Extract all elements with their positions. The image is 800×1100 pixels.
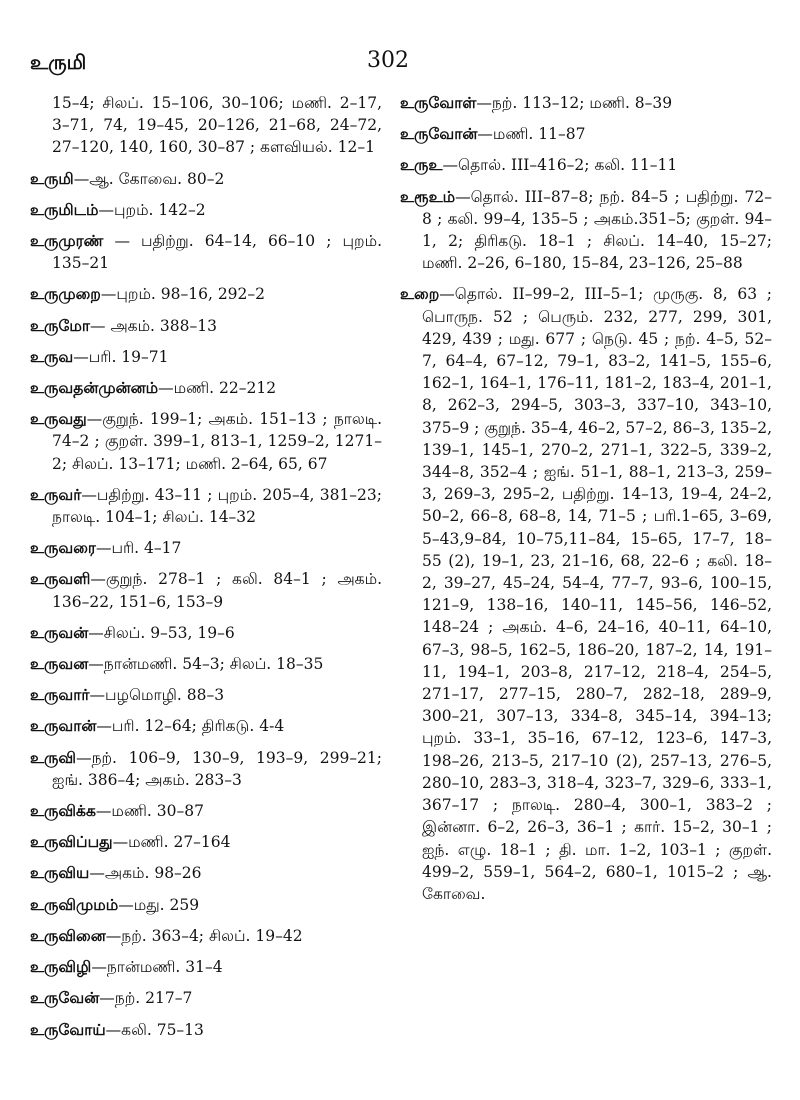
index-entry [30,747,382,791]
entry-headword: உருவேன் [30,989,100,1008]
index-entry [30,622,382,644]
entry-references: —மணி. 30–87 [95,802,204,821]
entry-references: —ஆ. கோவை. 80–2 [73,169,225,188]
index-entry [30,283,382,305]
index-entry [30,377,382,399]
entry-headword: உருவினை [30,926,106,945]
right-column [400,92,772,914]
index-entry [30,168,382,190]
index-entry [30,831,382,853]
entry-headword: உருமிடம் [30,200,99,219]
entry-references: —குறுந். 278–1 ; கலி. 84–1 ; அகம். 136–22, 151–6, 153–9 [52,570,382,611]
page-number: 302 [367,48,409,73]
entry-headword: உருவர் [30,485,82,504]
entry-headword: உருமி [30,169,74,188]
index-entry [400,92,772,114]
entry-headword: உருவோன் [400,125,478,144]
entry-headword: உருவரை [30,539,96,558]
entry-references: 15–4; சிலப். 15–106, 30–106; மணி. 2–17, 3–71, 74, 19–45, 20–126, 21–68, 24–72, 27–120, 140, 160, 30–87 ; களவியல். 12–1 [52,94,382,157]
index-entry [30,956,382,978]
entry-headword: உருவதன்முன்னம் [30,379,159,398]
entry-references: —மணி. 27–164 [112,833,231,852]
index-entry [30,230,382,274]
entry-references: —கலி. 75–13 [105,1020,204,1039]
entry-references: — அகம். 388–13 [90,316,217,335]
entry-references: —தொல். III–87–8; நற். 84–5 ; பதிற்று. 72–8 ; கலி. 99–4, 135–5 ; அகம்.351–5; குறள். 94–1, 2; திரிகடு. 18–1 ; சிலப். 14–40, 15–27; மணி. 2–26, 6–180, 15–84, 23–126, 25–88 [422,187,772,273]
entry-references: —மணி. 11–87 [477,125,586,144]
entry-headword: உருவிமுமம் [30,895,119,914]
entry-headword: உருவிய [30,864,90,883]
index-entry [30,568,382,612]
entry-references: —பழமொழி. 88–3 [89,686,225,705]
entry-headword: உருவிப்பது [30,833,113,852]
entry-headword: உருவளி [30,570,91,589]
page-header [30,50,770,80]
entry-references: —பரி. 19–71 [73,347,169,366]
entry-headword: உருவ [30,347,74,366]
entry-references: —பரி. 12–64; திரிகடு. 4-4 [96,717,285,736]
index-entry [30,484,382,528]
entry-references: —சிலப். 9–53, 19–6 [88,623,235,642]
entry-headword: உருவிழி [30,958,92,977]
entry-references: —புறம். 98–16, 292–2 [100,285,266,304]
entry-references: —நற். 106–9, 130–9, 193–9, 299–21; ஐங். 386–4; அகம். 283–3 [52,748,382,789]
entry-headword: உருவார் [30,686,90,705]
index-entry [30,800,382,822]
index-entry [30,199,382,221]
index-entry [30,862,382,884]
entry-headword: உரூஉம் [400,187,456,206]
index-entry [400,186,772,275]
index-entry [30,987,382,1009]
entry-headword: உருமோ [30,316,91,335]
entry-references: —பரி. 4–17 [95,539,182,558]
entry-references: —நான்மணி. 54–3; சிலப். 18–35 [88,655,324,674]
left-column [30,92,382,1050]
entry-headword: உருவோள் [400,94,477,112]
entry-references: —தொல். II–99–2, III–5–1; முருகு. 8, 63 ; பொருந. 52 ; பெரும். 232, 277, 299, 301, 429, 439 ; மது. 677 ; நெடு. 45 ; நற். 4–5, 52–7, 64–4, 67–12, 79–1, 83–2, 141–5, 155–6, 162–1, 164–1, 176–11, 181–2, 183–4, 201–1, 8, 262–3, 294–5, 303–3, 337–10, 343–10, 375–9 ; குறுந். 35–4, 46–2, 57–2, 86–3, 135–2, 139–1, 145–1, 270–2, 271–1, 322–5, 339–2, 344–8, 352–4 ; ஐங். 51–1, 88–1, 213–3, 259–3, 269–3, 295–2, பதிற்று. 14–13, 19–4, 24–2, 50–2, 66–8, 68–8, 14, 71–5 ; பரி.1–65, 3–69, 5–43,9–84, 10–75,11–84, 15–65, 17–7, 18–55 (2), 19–1, 23, 21–16, 68, 22–6 ; கலி. 18–2, 39–27, 45–24, 54–4, 77–7, 93–6, 100–15, 121–9, 138–16, 140–11, 145–56, 146–52, 148–24 ; அகம். 4–6, 24–16, 40–11, 64–10, 67–3, 98–5, 162–5, 186–20, 187–2, 14, 191–11, 194–1, 203–8, 217–12, 218–4, 254–5, 271–17, 277–15, 280–7, 282–18, 289–9, 300–21, 307–13, 334–8, 345–14, 394–13; புறம். 33–1, 35–16, 67–12, 123–6, 147–3, 198–26, 213–5, 217–10 (2), 257–13, 276–5, 280–10, 283–3, 318–4, 323–7, 329–6, 333–1, 367–17 ; நாலடி. 280–4, 300–1, 383–2 ; இன்னா. 6–2, 26–3, 36–1 ; கார். 15–2, 30–1 ; ஐந். எழு. 18–1 ; தி. மா. 1–2, 103–1 ; குறள். 499–2, 559–1, 564–2, 680–1, 1015–2 ; ஆ. கோவை. [422,285,772,903]
index-entry [30,715,382,737]
entry-headword: உருவி [30,748,77,767]
index-entry [30,315,382,337]
entry-headword: உறை [400,285,440,304]
index-entry [30,92,382,159]
entry-headword: உருவது [30,410,87,429]
entry-headword: உருவோய் [30,1020,106,1039]
index-entry [30,684,382,706]
entry-references: —புறம். 142–2 [98,200,206,219]
index-entry [400,283,772,905]
entry-references: —மணி. 22–212 [158,379,277,398]
entry-headword: உருமுறை [30,285,101,304]
entry-references: —பதிற்று. 43–11 ; புறம். 205–4, 381–23; நாலடி. 104–1; சிலப். 14–32 [52,485,382,527]
index-entry [400,154,772,176]
entry-headword: உருவன [30,655,89,674]
index-entry [30,1019,382,1041]
index-entry [30,346,382,368]
entry-references: —தொல். III–416–2; கலி. 11–11 [442,156,678,175]
index-entry [30,653,382,675]
entry-headword: உருவிக்க [30,802,96,821]
entry-references: — பதிற்று. 64–14, 66–10 ; புறம். 135–21 [52,232,382,273]
entry-references: —அகம். 98–26 [89,864,202,883]
entry-headword: உருஉ [400,156,443,175]
entry-references: —மது. 259 [118,895,200,914]
running-headword: உருமி [30,50,87,74]
index-entry [400,123,772,145]
index-entry [30,894,382,916]
index-entry [30,408,382,475]
entry-references: —நற். 363–4; சிலப். 19–42 [105,926,303,945]
entry-references: —குறுந். 199–1; அகம். 151–13 ; நாலடி. 74–2 ; குறள். 399–1, 813–1, 1259–2, 1271–2; சிலப். 13–171; மணி. 2–64, 65, 67 [52,410,382,473]
entry-references: —நற். 113–12; மணி. 8–39 [476,94,673,112]
entry-headword: உருவான் [30,717,97,736]
index-entry [30,925,382,947]
index-entry [30,537,382,559]
entry-headword: உருவன் [30,623,89,642]
entry-references: —நற். 217–7 [99,989,193,1008]
entry-references: —நான்மணி. 31–4 [91,958,223,977]
entry-headword: உருமுரண் [30,232,104,251]
